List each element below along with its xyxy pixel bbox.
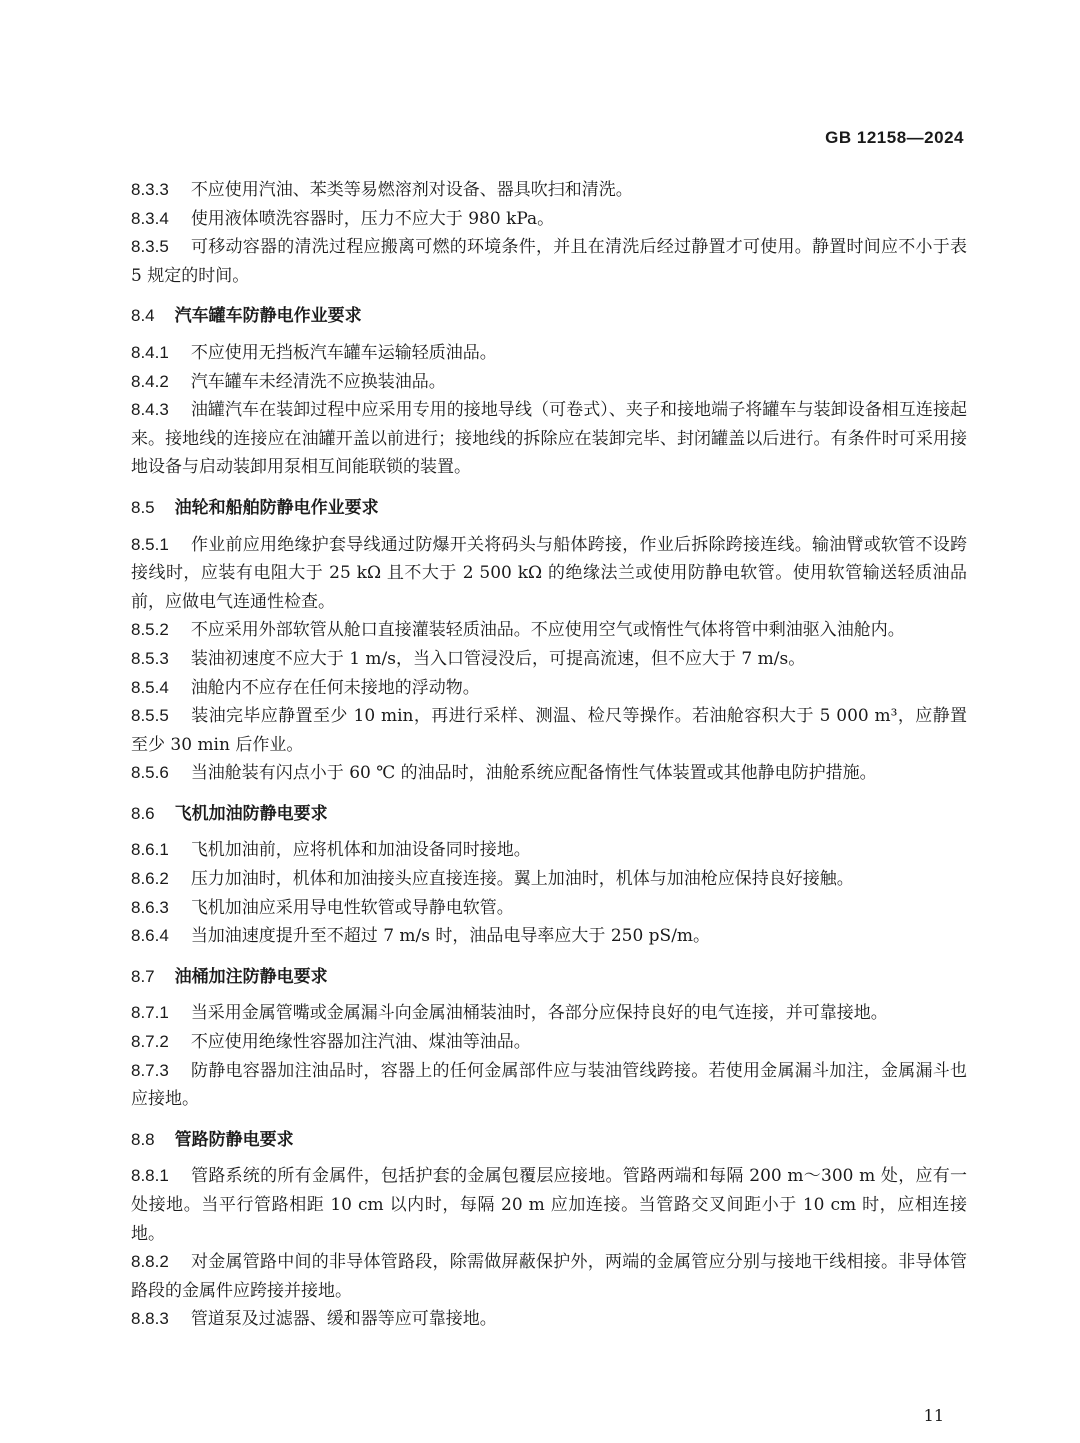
section-title: 油桶加注防静电要求 (174, 966, 328, 987)
section-number: 8.4 (131, 306, 155, 326)
section-heading (131, 800, 967, 829)
clause-text: 防静电容器加注油品时，容器上的任何金属部件应与装油管线跨接。若使用金属漏斗加注，金属漏斗也应接地。 (131, 1060, 967, 1110)
clause-paragraph (131, 616, 967, 645)
clause-text: 装油初速度不应大于 1 m/s，当入口管浸没后，可提高流速，但不应大于 7 m/s。 (190, 648, 806, 669)
clause-paragraph (131, 922, 967, 951)
clause-number: 8.4.1 (131, 342, 169, 362)
clause-number: 8.5.3 (131, 648, 169, 668)
clause-paragraph (131, 368, 967, 397)
clause-paragraph (131, 1028, 967, 1057)
clause-paragraph (131, 176, 967, 205)
clause-paragraph (131, 339, 967, 368)
clause-text: 不应使用绝缘性容器加注汽油、煤油等油品。 (190, 1032, 531, 1053)
document-body (131, 176, 967, 1334)
clause-paragraph (131, 836, 967, 865)
clause-paragraph (131, 645, 967, 674)
section-heading (131, 302, 967, 331)
clause-number: 8.6.3 (131, 897, 169, 917)
clause-number: 8.5.2 (131, 620, 169, 640)
clause-text: 当加油速度提升至不超过 7 m/s 时，油品电导率应大于 250 pS/m。 (190, 926, 711, 947)
clause-paragraph (131, 759, 967, 788)
clause-text: 当油舱装有闪点小于 60 ℃ 的油品时，油舱系统应配备惰性气体装置或其他静电防护措施。 (190, 763, 877, 784)
clause-number: 8.3.4 (131, 208, 169, 228)
clause-paragraph (131, 205, 967, 234)
section-number: 8.5 (131, 497, 155, 517)
clause-number: 8.8.2 (131, 1252, 169, 1272)
clause-text: 不应使用汽油、苯类等易燃溶剂对设备、器具吹扫和清洗。 (190, 180, 633, 200)
clause-number: 8.4.3 (131, 400, 169, 420)
clause-paragraph (131, 396, 967, 482)
clause-text: 装油完毕应静置至少 10 min，再进行采样、测温、检尺等操作。若油舱容积大于 5 000 m³，应静置至少 30 min 后作业。 (131, 706, 967, 755)
clause-text: 当采用金属管嘴或金属漏斗向金属油桶装油时，各部分应保持良好的电气连接，并可靠接地。 (190, 1003, 888, 1024)
clause-text: 飞机加油应采用导电性软管或导静电软管。 (190, 897, 514, 918)
clause-number: 8.6.2 (131, 869, 169, 889)
clause-paragraph (131, 999, 967, 1028)
clause-paragraph (131, 674, 967, 703)
clause-paragraph (131, 1057, 967, 1114)
clause-text: 压力加油时，机体和加油接头应直接连接。翼上加油时，机体与加油枪应保持良好接触。 (190, 869, 854, 890)
clause-text: 管道泵及过滤器、缓和器等应可靠接地。 (190, 1309, 497, 1330)
clause-number: 8.8.1 (131, 1166, 169, 1186)
clause-text: 对金属管路中间的非导体管路段，除需做屏蔽保护外，两端的金属管应分别与接地干线相接。非导体管路段的金属件应跨接并接地。 (131, 1252, 967, 1301)
clause-text: 使用液体喷洗容器时，压力不应大于 980 kPa。 (190, 208, 555, 229)
clause-text: 不应使用无挡板汽车罐车运输轻质油品。 (190, 342, 497, 363)
section-title: 管路防静电要求 (174, 1129, 294, 1150)
clause-number: 8.4.2 (131, 371, 169, 391)
standard-code: GB 12158—2024 (825, 128, 964, 147)
clause-paragraph (131, 894, 967, 923)
clause-text: 油罐汽车在装卸过程中应采用专用的接地导线（可卷式）、夹子和接地端子将罐车与装卸设备相互连接起来。接地线的连接应在油罐开盖以前进行；接地线的拆除应在装卸完毕、封闭罐盖以后进行。有条件时可采用接地设备与启动装卸用泵相互间能联锁的装置。 (131, 400, 967, 478)
clause-number: 8.8.3 (131, 1309, 169, 1329)
clause-number: 8.3.3 (131, 180, 169, 199)
clause-text: 可移动容器的清洗过程应搬离可燃的环境条件，并且在清洗后经过静置才可使用。静置时间应不小于表 5 规定的时间。 (131, 237, 967, 286)
clause-text: 油舱内不应存在任何未接地的浮动物。 (190, 677, 480, 698)
clause-text: 作业前应用绝缘护套导线通过防爆开关将码头与船体跨接，作业后拆除跨接连线。输油臂或软管不设跨接线时，应装有电阻大于 25 kΩ 且不大于 2 500 kΩ 的绝缘法兰或使用防静电软管。使用软管输送轻质油品前，应做电气连通性检查。 (131, 534, 967, 612)
clause-number: 8.6.4 (131, 926, 169, 946)
section-heading (131, 1126, 967, 1155)
clause-number: 8.5.4 (131, 677, 169, 697)
clause-number: 8.5.6 (131, 763, 169, 783)
page-number: 11 (923, 1406, 944, 1425)
section-number: 8.6 (131, 803, 155, 823)
clause-number: 8.7.1 (131, 1003, 169, 1023)
clause-number: 8.5.5 (131, 706, 169, 726)
section-number: 8.7 (131, 966, 155, 986)
section-number: 8.8 (131, 1129, 155, 1149)
clause-text: 飞机加油前，应将机体和加油设备同时接地。 (190, 840, 531, 861)
clause-number: 8.5.1 (131, 534, 169, 554)
section-heading (131, 963, 967, 992)
clause-paragraph (131, 702, 967, 759)
clause-text: 管路系统的所有金属件，包括护套的金属包覆层应接地。管路两端和每隔 200 m～300 m 处，应有一处接地。当平行管路相距 10 cm 以内时，每隔 20 m 应加连接。当管路交叉间距小于 10 cm 时，应相连接地。 (131, 1166, 967, 1244)
section-title: 油轮和船舶防静电作业要求 (174, 497, 379, 518)
clause-paragraph (131, 865, 967, 894)
clause-paragraph (131, 531, 967, 617)
clause-paragraph (131, 233, 967, 290)
clause-number: 8.7.2 (131, 1032, 169, 1052)
section-title: 飞机加油防静电要求 (174, 803, 328, 824)
clause-paragraph (131, 1248, 967, 1305)
section-heading (131, 494, 967, 523)
clause-text: 汽车罐车未经清洗不应换装油品。 (190, 371, 446, 392)
clause-number: 8.6.1 (131, 840, 169, 860)
clause-number: 8.7.3 (131, 1060, 169, 1080)
section-title: 汽车罐车防静电作业要求 (174, 306, 362, 327)
clause-number: 8.3.5 (131, 237, 169, 257)
clause-text: 不应采用外部软管从舱口直接灌装轻质油品。不应使用空气或惰性气体将管中剩油驱入油舱内。 (190, 620, 905, 641)
clause-paragraph (131, 1162, 967, 1248)
clause-paragraph (131, 1305, 967, 1334)
